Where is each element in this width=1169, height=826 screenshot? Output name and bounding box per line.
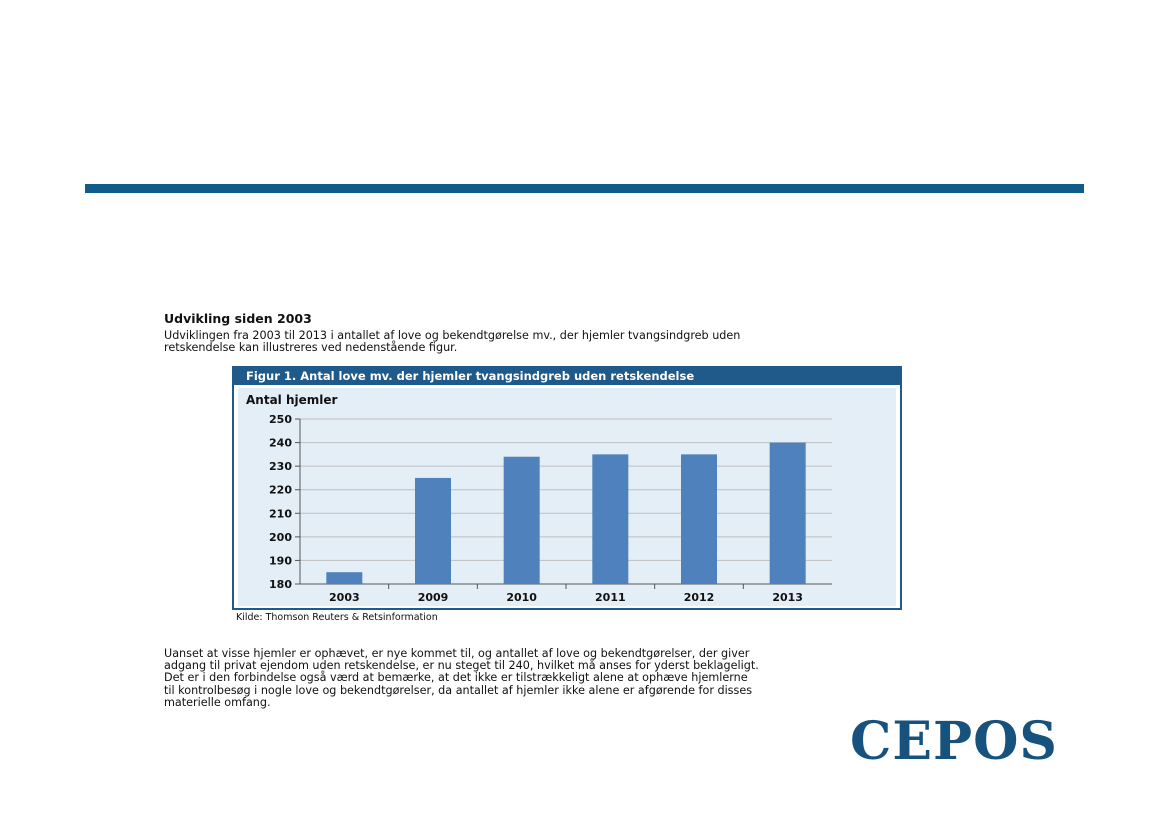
y-tick-label: 200 [269,530,292,544]
figure-source: Kilde: Thomson Reuters & Retsinformation [236,612,438,623]
intro-paragraph: Udviklingen fra 2003 til 2013 i antallet af love og bekendtgørelse mv., der hjemler tvangsindgreb uden retskendelse kan illustreres ved nedenstående figur. [164,329,741,355]
y-tick-label: 240 [269,436,292,450]
section-title: Udvikling siden 2003 [164,311,312,326]
bar [415,478,451,584]
bar [770,443,806,584]
bar-chart [238,388,896,606]
x-tick-label: 2010 [506,591,537,604]
bar [504,457,540,584]
x-tick-label: 2009 [417,591,449,604]
y-tick-label: 250 [269,413,292,426]
x-tick-label: 2011 [595,591,626,604]
y-tick-label: 190 [269,554,292,568]
figure-chart-area [238,388,896,606]
bar [681,454,717,584]
figure-1 [232,366,902,610]
y-axis-label: Antal hjemler [246,393,338,407]
bar [326,572,362,584]
x-tick-label: 2003 [329,591,360,604]
cepos-logo: CEPOS [850,711,1058,772]
top-accent-bar [85,184,1084,193]
y-tick-label: 220 [269,483,292,497]
y-tick-label: 180 [269,578,292,591]
y-tick-label: 230 [269,460,292,474]
y-tick-label: 210 [269,507,292,521]
x-tick-label: 2013 [772,591,803,604]
body-paragraph: Uanset at visse hjemler er ophævet, er nye kommet til, og antallet af love og bekendtgørelser, der giver adgang til privat ejendom uden retskendelse, er nu steget til 240, hvilket må anses for yderst beklageligt. Det er i den forbindelse også værd at bemærke, at det ikke er tilstrækkeligt alene at ophæve hjemlerne til kontrolbesøg i nogle love og bekendtgørelser, da antallet af hjemler ikke alene er afgørende for disses materielle omfang. [164,647,759,709]
figure-title: Figur 1. Antal love mv. der hjemler tvangsindgreb uden retskendelse [234,368,900,385]
bar [592,454,628,584]
x-tick-label: 2012 [683,591,715,604]
